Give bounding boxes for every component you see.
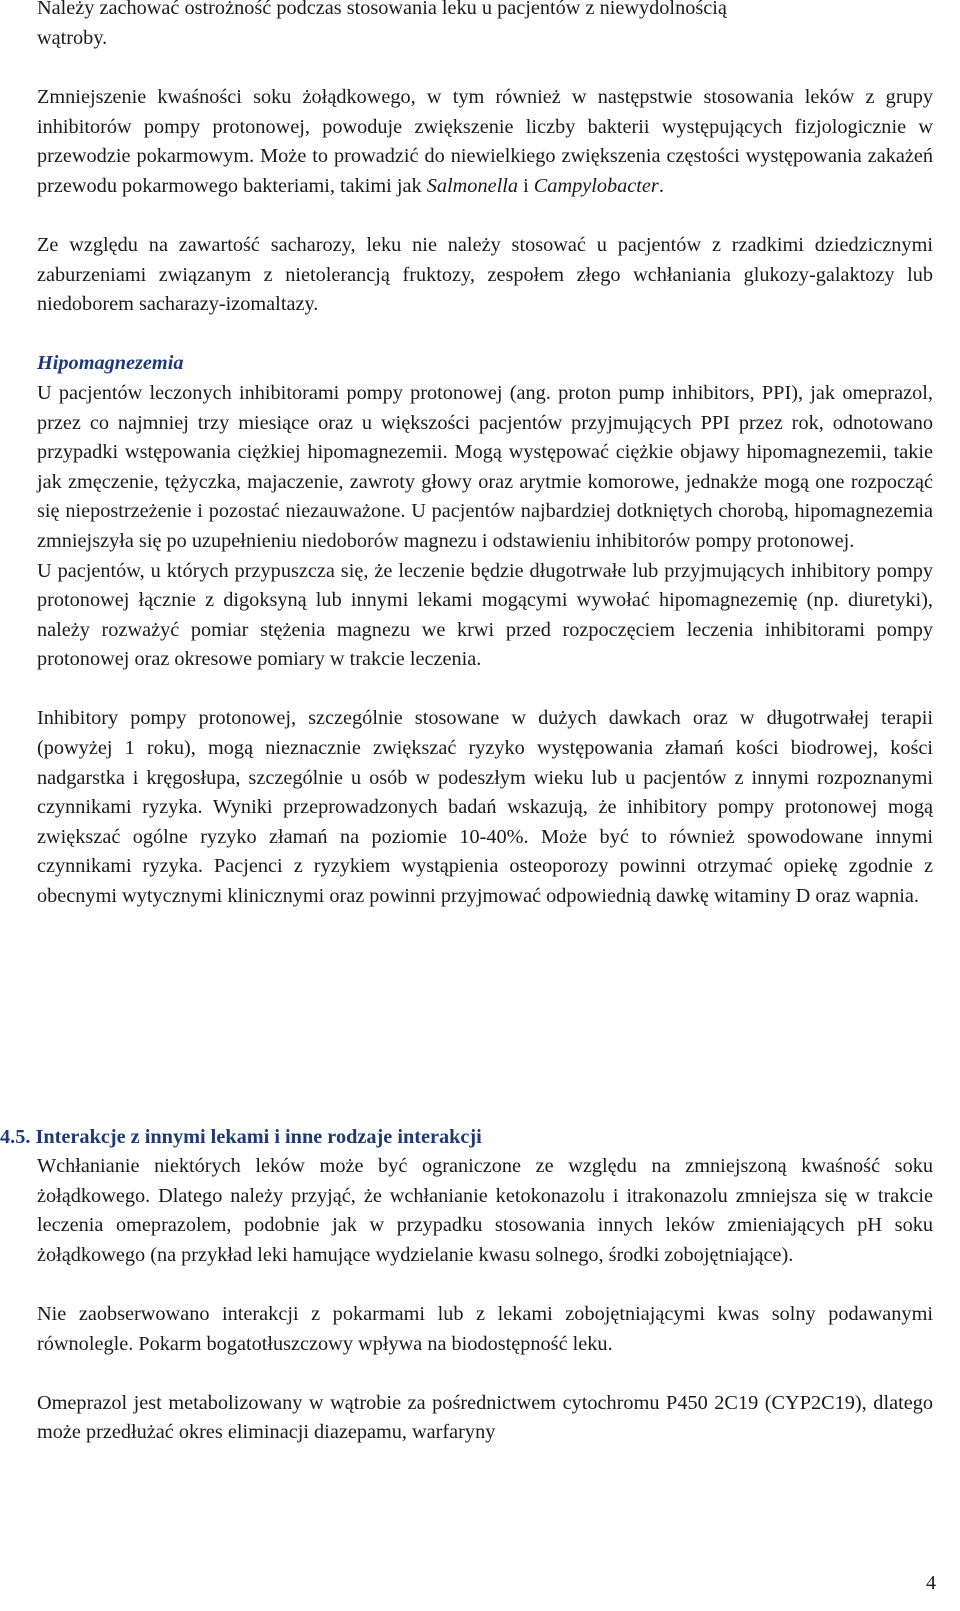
paragraph-hypomagnesemia: U pacjentów leczonych inhibitorami pompy protonowej (ang. proton pump inhibitors, PPI), jak omeprazol, przez co najmniej trzy miesiące oraz u większości pacjentów przyjmujących PPI przez rok, odnotowano przypadki wstępowania ciężkiej hipomagnezemii. Mogą występować ciężkie objawy hipomagnezemii, takie jak zmęczenie, tężyczka, majaczenie, zawroty głowy oraz arytmie komorowe, jednakże mogą one rozpocząć się niepostrzeżenie i pozostać niezauważone. U pacjentów najbardziej dotkniętych chorobą, hipomagnezemia zmniejszyła się po uzupełnieniu niedoborów magnezu i odstawieniu inhibitorów pompy protonowej. bbox=[37, 381, 933, 552]
text-column bbox=[37, 83, 933, 912]
paragraph-fractures: Inhibitory pompy protonowej, szczególnie stosowane w dużych dawkach oraz w długotrwałej terapii (powyżej 1 roku), mogą nieznacznie zwiększać ryzyko występowania złamań kości biodrowej, kości nadgarstka i kręgosłupa, szczególnie u osób w podeszłym wieku lub u pacjentów z innymi rozpoznanymi czynnikami ryzyka. Wyniki przeprowadzonych badań wskazują, że inhibitory pompy protonowej mogą zwiększać ogólne ryzyko złamań na poziomie 10-40%. Może być to również spowodowane innymi czynnikami ryzyka. Pacjenci z ryzykiem wystąpienia osteoporozy powinni otrzymać opiekę zgodnie z obecnymi wytycznymi klinicznymi oraz powinni przyjmować odpowiednią dawkę witaminy D oraz wapnia. bbox=[37, 707, 933, 908]
paragraph-liver-warning bbox=[37, 0, 937, 53]
page-number: 4 bbox=[926, 1572, 936, 1595]
spacer bbox=[37, 675, 933, 705]
section-heading-4-5 bbox=[0, 1123, 940, 1153]
interactions-column bbox=[37, 1152, 933, 1448]
spacer bbox=[37, 1270, 933, 1300]
paragraph-food-interaction: Nie zaobserwowano interakcji z pokarmami lub z lekami zobojętniającymi kwas solny podawanymi równolegle. Pokarm bogatotłuszczowy wpływa na biodostępność leku. bbox=[37, 1302, 933, 1355]
salmonella-term: Salmonella bbox=[426, 174, 518, 197]
paragraph-line: Należy zachować ostrożność podczas stosowania leku u pacjentów z niewydolnością bbox=[37, 0, 727, 19]
paragraph-text: Zmniejszenie kwaśności soku żołądkowego, w tym również w następstwie stosowania leków z grupy inhibitorów pompy protonowej, powoduje zwiększenie liczby bakterii występujących fizjologicznie w przewodzie pokarmowym. Może to prowadzić do niewielkiego zwiększenia częstości występowania zakażeń przewodu pokarmowego bakteriami, takimi jak bbox=[37, 86, 933, 197]
paragraph-cyp2c19: Omeprazol jest metabolizowany w wątrobie za pośrednictwem cytochromu P450 2C19 (CYP2C19), dlatego może przedłużać okres eliminacji diazepamu, warfaryny bbox=[37, 1391, 933, 1444]
conjunction: i bbox=[518, 174, 534, 197]
paragraph-absorption: Wchłanianie niektórych leków może być ograniczone ze względu na zmniejszoną kwaśność soku żołądkowego. Dlatego należy przyjąć, że wchłanianie ketokonazolu i itrakonazolu zmniejsza się w trakcie leczenia omeprazolem, podobnie jak w przypadku stosowania innych leków zmieniających pH soku żołądkowego (na przykład leki hamujące wydzielanie kwasu solnego, środki zobojętniające). bbox=[37, 1155, 933, 1266]
paragraph-gastric-acidity bbox=[37, 83, 933, 201]
period: . bbox=[658, 174, 664, 197]
paragraph-line: wątroby. bbox=[37, 26, 108, 49]
spacer bbox=[37, 320, 933, 350]
section-number: 4.5. bbox=[0, 1126, 31, 1148]
section-title: Interakcje z innymi lekami i inne rodzaje interakcji bbox=[35, 1126, 482, 1148]
hypomagnesemia-heading: Hipomagnezemia bbox=[37, 352, 184, 375]
campylobacter-term: Campylobacter bbox=[533, 174, 659, 197]
spacer bbox=[37, 1359, 933, 1389]
spacer bbox=[37, 201, 933, 231]
paragraph-magnesium-monitoring: U pacjentów, u których przypuszcza się, że leczenie będzie długotrwałe lub przyjmujących inhibitory pompy protonowej łącznie z digoksyną lub innymi lekami mogącymi wywołać hipomagnezemię (np. diuretyki), należy rozważyć pomiar stężenia magnezu we krwi przed rozpoczęciem leczenia inhibitorami pompy protonowej oraz okresowe pomiary w trakcie leczenia. bbox=[37, 559, 933, 671]
paragraph-sucrose: Ze względu na zawartość sacharozy, leku nie należy stosować u pacjentów z rzadkimi dziedzicznymi zaburzeniami związanym z nietolerancją fruktozy, zespołem złego wchłaniania glukozy-galaktozy lub niedoborem sacharazy-izomaltazy. bbox=[37, 233, 933, 316]
